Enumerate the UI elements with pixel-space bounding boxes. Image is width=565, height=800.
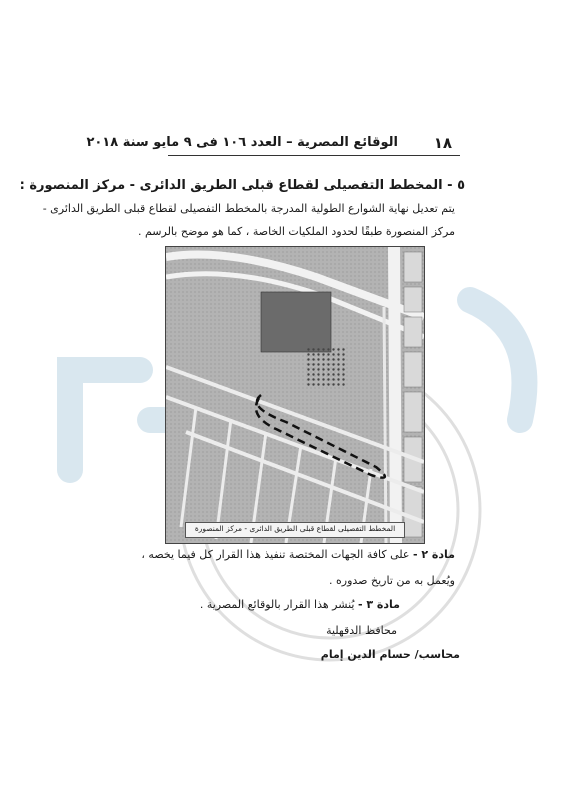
map-drawing: [166, 247, 424, 543]
article-2-label: مادة ٢ -: [412, 548, 455, 561]
section-paragraph-line-2: مركز المنصورة طبقًا لحدود الملكيات الخاصة ، كما هو موضح بالرسم .: [137, 225, 455, 238]
article-3-label: مادة ٣ -: [357, 598, 400, 611]
page-number: ١٨: [433, 134, 452, 152]
header-title: الوقائع المصرية – العدد ١٠٦ فى ٩ مايو سنة ٢٠١٨: [86, 135, 398, 150]
article-2-text: على كافة الجهات المختصة تنفيذ هذا القرار كل فيما يخصه ،: [141, 548, 413, 561]
map-figure: [165, 246, 425, 544]
governor-name: محاسب/ حسام الدين إمام: [320, 648, 460, 661]
article-2: [141, 548, 455, 561]
map-caption: المخطط التفصيلى لقطاع قبلى الطريق الدائرى - مركز المنصورة: [194, 524, 396, 533]
section-paragraph-line-1: يتم تعديل نهاية الشوارع الطولية المدرجة بالمخطط التفصيلى لقطاع قبلى الطريق الدائرى -: [42, 202, 455, 215]
article-3: [200, 598, 400, 611]
page-header: [86, 134, 460, 154]
article-2-continuation: ويُعمل به من تاريخ صدوره .: [329, 574, 455, 587]
article-3-text: يُنشر هذا القرار بالوقائع المصرية .: [199, 598, 358, 611]
header-divider: [168, 155, 460, 156]
map-caption-box: [185, 522, 405, 538]
governor-title: محافظ الدقهلية: [326, 624, 397, 637]
section-title: ٥ - المخطط التفصيلى لقطاع قبلى الطريق الدائرى - مركز المنصورة :: [19, 178, 465, 193]
